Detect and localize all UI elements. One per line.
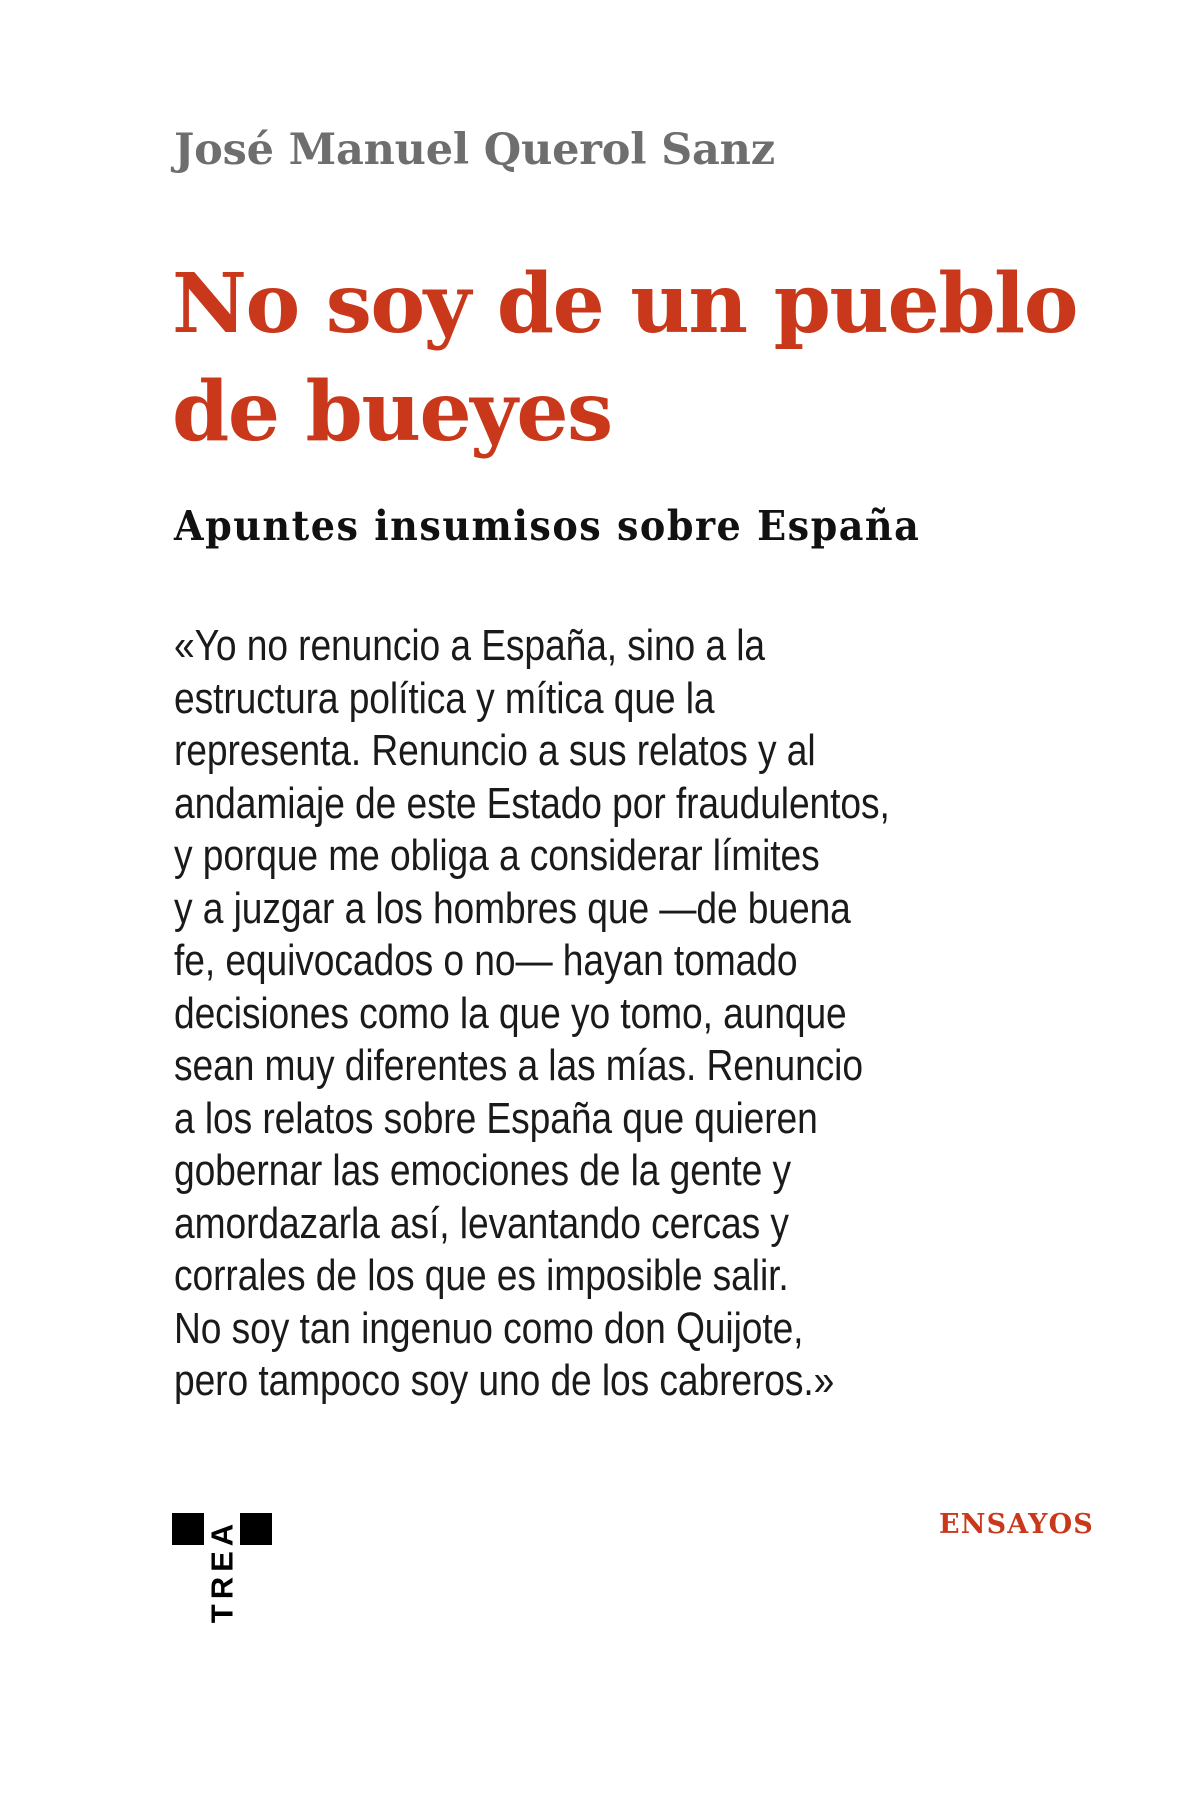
blurb-line: y porque me obliga a considerar límites xyxy=(174,831,820,880)
logo-square-left xyxy=(172,1513,204,1545)
book-title xyxy=(172,250,1077,466)
blurb-line: «Yo no renuncio a España, sino a la xyxy=(174,621,765,670)
blurb-line: fe, equivocados o no— hayan tomado xyxy=(174,936,798,985)
blurb-line: decisiones como la que yo tomo, aunque xyxy=(174,988,847,1038)
blurb-line: estructura política y mítica que la xyxy=(174,673,715,723)
publisher-name-vertical xyxy=(206,1513,238,1629)
blurb-line: representa. Renuncio a sus relatos y al xyxy=(174,726,816,775)
publisher-logo-trea xyxy=(172,1513,272,1631)
cover-blurb xyxy=(174,620,977,1408)
blurb-line: y a juzgar a los hombres que —de buena xyxy=(174,883,851,933)
blurb-line: gobernar las emociones de la gente y xyxy=(174,1146,792,1195)
collection-label: ENSAYOS xyxy=(938,1509,1094,1540)
blurb-line: pero tampoco soy uno de los cabreros.» xyxy=(174,1356,835,1405)
blurb-line: sean muy diferentes a las mías. Renuncio xyxy=(174,1041,863,1090)
title-line-1: No soy de un pueblo xyxy=(172,256,1077,352)
author-name: José Manuel Querol Sanz xyxy=(174,125,775,175)
publisher-name: TREA xyxy=(204,1518,240,1624)
logo-square-right xyxy=(240,1513,272,1545)
blurb-line: amordazarla así, levantando cercas y xyxy=(174,1198,789,1248)
book-subtitle: Apuntes insumisos sobre España xyxy=(174,502,921,550)
blurb-line: No soy tan ingenuo como don Quijote, xyxy=(174,1303,804,1353)
title-line-2: de bueyes xyxy=(172,364,612,460)
blurb-line: a los relatos sobre España que quieren xyxy=(174,1093,818,1143)
blurb-line: andamiaje de este Estado por fraudulentos, xyxy=(174,778,890,828)
blurb-line: corrales de los que es imposible salir. xyxy=(174,1251,789,1300)
